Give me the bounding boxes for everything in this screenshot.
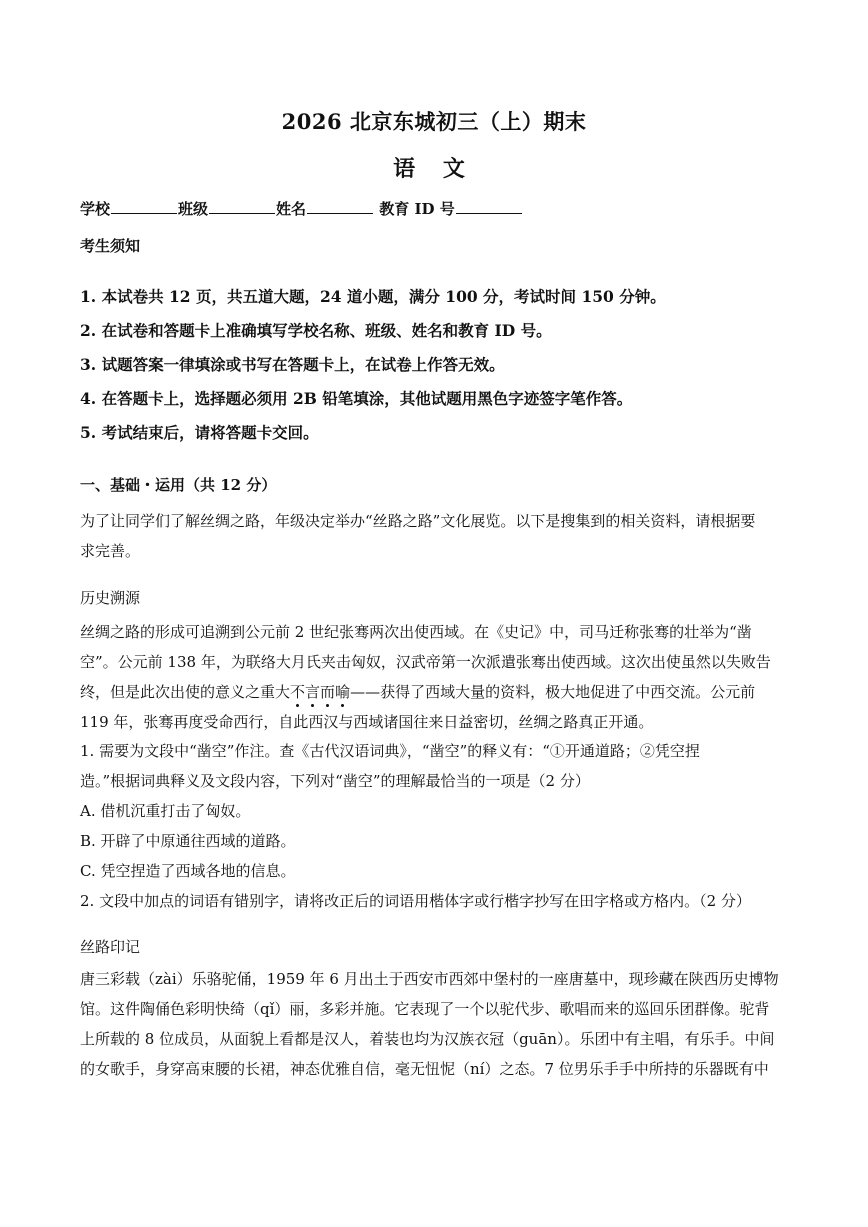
passage-line	[80, 682, 790, 702]
section-heading: 一、基础・运用（共 12 分）	[80, 476, 277, 494]
class-blank[interactable]	[209, 199, 275, 214]
intro-line: 为了让同学们了解丝绸之路，年级决定举办“丝路之路”文化展览。以下是搜集到的相关资料，请根据要	[80, 512, 756, 530]
dotted-char: 言	[305, 683, 321, 701]
name-blank[interactable]	[307, 199, 373, 214]
notice-item: 1. 本试卷共 12 页，共五道大题，24 道小题，满分 100 分，考试时间 150 分钟。	[80, 287, 666, 306]
passage-text: 终，但是此次出使的意义之重大	[80, 683, 291, 701]
passage-line: 的女歌手，身穿高束腰的长裙，神态优雅自信，毫无忸怩（ní）之态。7 位男乐手手中所持的乐器既有中	[80, 1060, 769, 1078]
part-title-history: 历史溯源	[80, 589, 141, 607]
notice-item: 5. 考试结束后，请将答题卡交回。	[80, 423, 319, 442]
option-a: A. 借机沉重打击了匈奴。	[80, 802, 251, 820]
passage-line: 丝绸之路的形成可追溯到公元前 2 世纪张骞两次出使西域。在《史记》中，司马迁称张骞的壮举为“凿	[80, 623, 752, 641]
question-2: 2. 文段中加点的词语有错别字，请将改正后的词语用楷体字或行楷字抄写在田字格或方格内。（2 分）	[80, 892, 751, 910]
passage-line: 119 年，张骞再度受命西行，自此西汉与西域诸国往来日益密切，丝绸之路真正开通。	[80, 713, 654, 731]
class-label: 班级	[178, 200, 209, 218]
student-info-row	[80, 199, 790, 219]
school-blank[interactable]	[111, 199, 177, 214]
dotted-char: 喻	[335, 683, 351, 701]
notice-item: 3. 试题答案一律填涂或书写在答题卡上，在试卷上作答无效。	[80, 355, 505, 374]
passage-line: 馆。这件陶俑色彩明快绮（qǐ）丽，多彩并施。它表现了一个以驼代步、歌唱而来的巡回乐团群像。驼背	[80, 1000, 770, 1018]
school-label: 学校	[80, 200, 111, 218]
passage-line: 空”。公元前 138 年，为联络大月氏夹击匈奴，汉武帝第一次派遣张骞出使西域。这次出使虽然以失败告	[80, 653, 771, 671]
name-label: 姓名	[276, 200, 307, 218]
question-1-line: 1. 需要为文段中“凿空”作注。查《古代汉语词典》，“凿空”的释义有：“①开通道路；②凭空捏	[80, 742, 700, 760]
dotted-word	[290, 683, 350, 701]
dotted-char: 而	[320, 683, 336, 701]
question-1-line: 造。”根据词典释义及文段内容，下列对“凿空”的理解最恰当的一项是（2 分）	[80, 772, 590, 790]
notice-item: 2. 在试卷和答题卡上准确填写学校名称、班级、姓名和教育 ID 号。	[80, 321, 552, 340]
notice-item: 4. 在答题卡上，选择题必须用 2B 铅笔填涂，其他试题用黑色字迹签字笔作答。	[80, 389, 633, 408]
part-title-silkroad: 丝路印记	[80, 938, 141, 956]
id-label: 教育 ID 号	[379, 200, 455, 218]
option-b: B. 开辟了中原通往西域的道路。	[80, 832, 296, 850]
exam-title: 2026 北京东城初三（上）期末	[281, 109, 587, 134]
option-c: C. 凭空捏造了西域各地的信息。	[80, 862, 296, 880]
intro-line: 求完善。	[80, 542, 141, 560]
passage-line: 唐三彩载（zài）乐骆驼俑，1959 年 6 月出土于西安市西郊中堡村的一座唐墓中，现珍藏在陕西历史博物	[80, 970, 779, 988]
notice-heading: 考生须知	[80, 237, 141, 255]
passage-line: 上所载的 8 位成员，从面貌上看都是汉人，着装也均为汉族衣冠（guān）。乐团中有主唱，有乐手。中间	[80, 1030, 775, 1048]
dotted-char: 不	[290, 683, 306, 701]
passage-text: ——获得了西域大量的资料，极大地促进了中西交流。公元前	[350, 683, 756, 701]
id-blank[interactable]	[456, 199, 522, 214]
subject-title: 语 文	[393, 156, 475, 182]
